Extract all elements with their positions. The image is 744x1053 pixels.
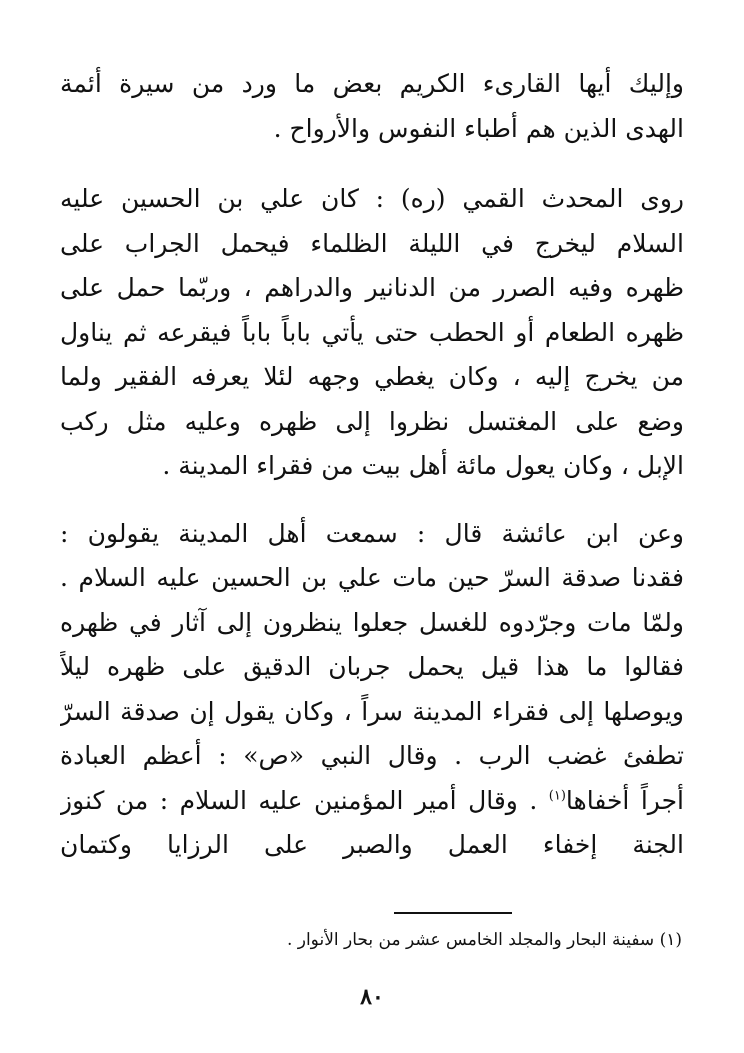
text-line: الجنة إخفاء العمل والصبر على الرزايا وكتمان [60, 830, 684, 859]
text-line: الإبل ، وكان يعول مائة أهل بيت من فقراء المدينة . [162, 451, 684, 480]
text-line: ظهره وفيه الصرر من الدنانير والدراهم ، وربّما حمل على [60, 273, 684, 302]
footnote: (١) سفينة البحار والمجلد الخامس عشر من بحار الأنوار . [286, 930, 682, 950]
footnote-divider [394, 912, 512, 914]
text-line: الهدى الذين هم أطباء النفوس والأرواح . [273, 113, 684, 143]
footnote-reference: (١) [548, 788, 566, 804]
text-segment: أجراً أخفاها [565, 785, 684, 815]
text-line: فقالوا ما هذا قيل يحمل جربان الدقيق على ظهره ليلاً [60, 652, 684, 681]
paragraph-intro [60, 62, 684, 151]
text-segment: . وقال أمير المؤمنين عليه السلام : من كنوز [60, 785, 538, 815]
text-line: فقدنا صدقة السرّ حين مات علي بن الحسين عليه السلام . [60, 563, 684, 592]
text-line: تطفئ غضب الرب . وقال النبي «ص» : أعظم العبادة [60, 741, 684, 770]
page-body [60, 62, 684, 868]
text-line: السلام ليخرج في الليلة الظلماء فيحمل الجراب على [60, 228, 684, 258]
text-line: ظهره الطعام أو الحطب حتى يأتي باباً باباً فيقرعه ثم يناول [60, 317, 684, 347]
text-line: ولمّا مات وجرّدوه للغسل جعلوا ينظرون إلى آثار في ظهره [60, 607, 684, 637]
text-line: روى المحدث القمي (ره) : كان علي بن الحسين عليه [60, 184, 684, 213]
paragraph-ibn-aisha [60, 512, 684, 868]
page-number: ٨٠ [360, 984, 384, 1010]
text-line: من يخرج إليه ، وكان يغطي وجهه لئلا يعرفه الفقير ولما [60, 362, 684, 391]
text-line: ويوصلها إلى فقراء المدينة سراً ، وكان يقول إن صدقة السرّ [60, 696, 684, 726]
paragraph-qummi [60, 177, 684, 489]
text-line: وإليك أيها القارىء الكريم بعض ما ورد من سيرة أئمة [60, 69, 684, 98]
text-line: وضع على المغتسل نظروا إلى ظهره وعليه مثل ركب [60, 406, 684, 436]
text-line [60, 779, 684, 824]
text-line: وعن ابن عائشة قال : سمعت أهل المدينة يقولون : [60, 518, 684, 548]
